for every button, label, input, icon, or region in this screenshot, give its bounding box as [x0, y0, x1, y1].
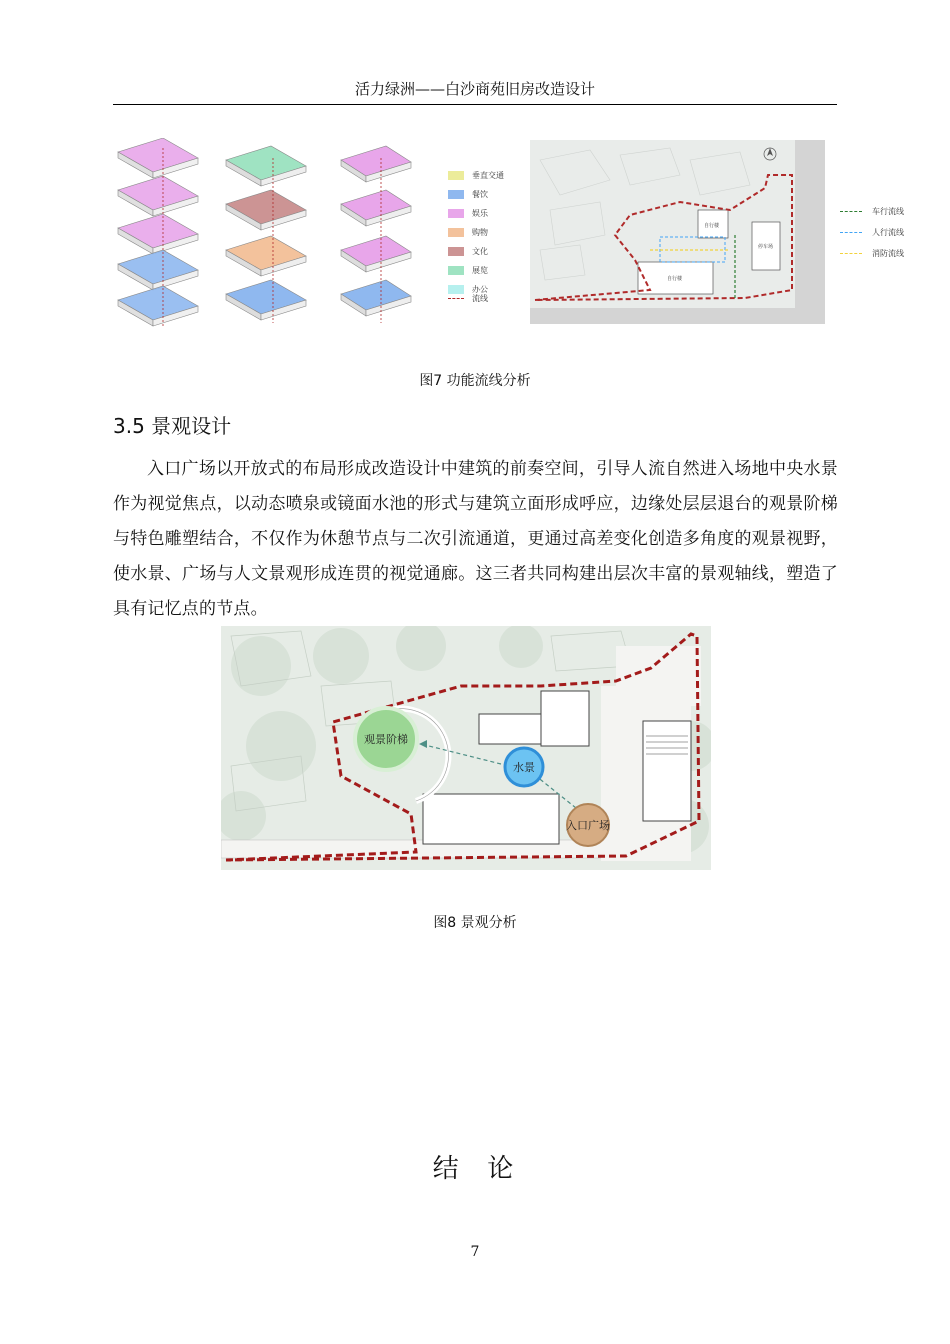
axonometric-diagram — [113, 138, 413, 338]
building-south — [423, 794, 559, 844]
legend-label: 展览 — [472, 266, 488, 275]
figure8-caption: 图8 景观分析 — [433, 915, 517, 931]
conclusion-heading: 结 论 — [432, 1154, 518, 1184]
section-title: 3.5 景观设计 — [113, 414, 232, 438]
plan-label: 自行楼 — [704, 223, 720, 229]
stack-3 — [341, 146, 411, 316]
node-label: 观景阶梯 — [364, 733, 408, 746]
legend-swatch — [448, 266, 464, 275]
flow-legend-swatch — [840, 232, 862, 233]
building-north-wing — [541, 691, 589, 746]
legend-label: 垂直交通 — [472, 171, 504, 180]
figure7-caption: 图7 功能流线分析 — [419, 373, 531, 389]
flow-legend-label: 人行流线 — [872, 228, 904, 237]
page-number: 7 — [470, 1244, 480, 1260]
figure7-flow-legend — [840, 206, 920, 266]
node-observation-steps — [355, 708, 417, 770]
plan-label: 自行楼 — [667, 276, 683, 282]
legend-label: 娱乐 — [472, 209, 488, 218]
figure7-site-plan — [530, 140, 825, 324]
legend-label: 办公 — [472, 285, 488, 294]
flow-legend-label: 车行流线 — [872, 207, 904, 216]
legend-label: 餐饮 — [472, 190, 488, 199]
legend-dash-swatch — [448, 298, 464, 299]
stack-2 — [226, 146, 306, 320]
legend-swatch — [448, 190, 464, 199]
legend-swatch — [448, 171, 464, 180]
header-rule — [113, 104, 837, 105]
legend-swatch — [448, 228, 464, 237]
stack-1 — [118, 138, 198, 326]
figure7-legend — [448, 168, 528, 308]
figure7-axonometric — [113, 138, 413, 338]
figure8-landscape-plan — [221, 626, 711, 870]
plan-label: 停车场 — [758, 244, 774, 250]
flow-legend-label: 消防流线 — [872, 249, 904, 258]
node-water-feature — [505, 748, 543, 786]
legend-swatch — [448, 209, 464, 218]
legend-label: 购物 — [472, 228, 488, 237]
legend-swatch — [448, 285, 464, 294]
running-header: 活力绿洲——白沙商苑旧房改造设计 — [354, 80, 595, 98]
flow-legend-swatch — [840, 211, 862, 212]
legend-label: 流线 — [472, 294, 488, 303]
legend-label: 文化 — [472, 247, 488, 256]
node-entrance-plaza — [566, 804, 610, 846]
legend-swatch — [448, 247, 464, 256]
flow-legend-swatch — [840, 253, 862, 254]
node-label: 入口广场 — [566, 819, 610, 832]
landscape-diagram — [221, 626, 711, 870]
site-plan-diagram — [530, 140, 825, 324]
node-label: 水景 — [513, 761, 535, 774]
body-paragraph: 入口广场以开放式的布局形成改造设计中建筑的前奏空间，引导人流自然进入场地中央水景作为视觉焦点，以动态喷泉或镜面水池的形式与建筑立面形成呼应，边缘处层层退台的观景阶梯与特色雕塑结合，不仅作为休憩节点与二次引流通道，更通过高差变化创造多角度的观景视野，使水景、广场与人文景观形成连贯的视觉通廊。这三者共同构建出层次丰富的景观轴线，塑造了具有记忆点的节点。 — [113, 459, 838, 619]
